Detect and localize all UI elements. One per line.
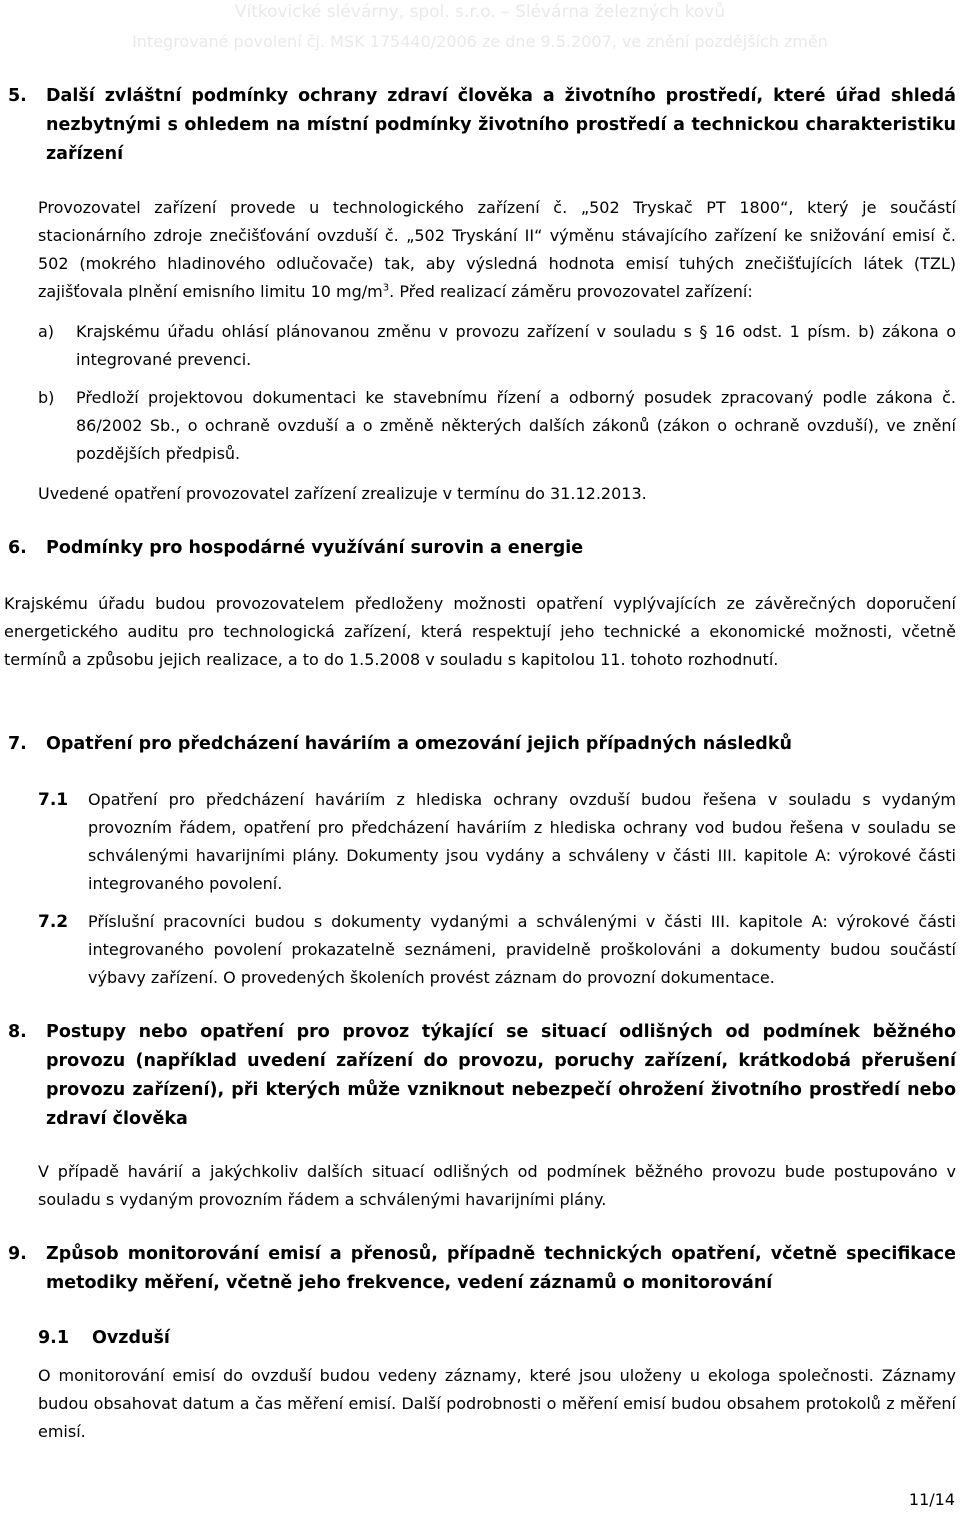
section-5-paragraph (38, 194, 956, 306)
paragraph-text: O monitorování emisí do ovzduší budou vedeny záznamy, které jsou uloženy u ekologa společnosti. Záznamy budou obsahovat datum a čas měření emisí. Další podrobnosti o měření emisí budou obsahem protokolů z měření emisí. (38, 1366, 956, 1441)
superscript: 3 (382, 282, 390, 294)
subsection-title: Ovzduší (92, 1328, 170, 1348)
section-6-paragraph (4, 590, 956, 674)
section-9-paragraph (38, 1362, 956, 1446)
section-9-heading (8, 1240, 956, 1298)
section-title: Další zvláštní podmínky ochrany zdraví člověka a životního prostředí, které úřad shledá nezbytnými s ohledem na místní podmínky životního prostředí a technickou charakteristiku zařízení (46, 86, 956, 164)
section-title: Opatření pro předcházení haváriím a omezování jejich případných následků (46, 734, 792, 754)
list-marker: a) (38, 322, 55, 341)
subsection-7-2 (38, 908, 956, 992)
list-text: Předloží projektovou dokumentaci ke stavebnímu řízení a odborný posudek zpracovaný podle zákona č. 86/2002 Sb., o ochraně ovzduší a o změně některých dalších zákonů (zákon o ochraně ovzduší), ve znění pozdějších předpisů. (76, 388, 956, 463)
subsection-number: 9.1 (38, 1328, 70, 1348)
section-7-heading (8, 730, 956, 759)
section-number: 9. (8, 1244, 27, 1264)
paragraph-text: Provozovatel zařízení provede u technologického zařízení č. „502 Tryskač PT 1800“, který je součástí stacionárního zdroje znečišťování ovzduší č. „502 Tryskání II“ výměnu stávajícího zařízení ke snižování emisí č. 502 (mokrého hladinového odlučovače) tak, aby výsledná hodnota emisí tuhých znečišťujících látek (TZL) zajišťovala plnění emisního limitu 10 mg/m (38, 198, 956, 301)
list-item-b (38, 384, 956, 468)
closing-text: Uvedené opatření provozovatel zařízení zrealizuje v termínu do 31.12.2013. (38, 484, 647, 503)
subsection-number: 7.2 (38, 912, 69, 932)
list-marker: b) (38, 388, 55, 407)
section-title: Způsob monitorování emisí a přenosů, případně technických opatření, včetně specifikace metodiky měření, včetně jeho frekvence, vedení záznamů o monitorování (46, 1244, 956, 1293)
subsection-9-1-heading (38, 1324, 956, 1353)
page-number: 11/14 (908, 1490, 955, 1509)
section-number: 6. (8, 538, 27, 558)
section-number: 5. (8, 86, 27, 106)
subsection-text: Opatření pro předcházení haváriím z hlediska ochrany ovzduší budou řešena v souladu s vydaným provozním řádem, opatření pro předcházení haváriím z hlediska ochrany vod budou řešena v souladu se schválenými havarijními plány. Dokumenty jsou vydány a schváleny v části III. kapitole A: výrokové části integrovaného povolení. (88, 790, 956, 893)
section-number: 8. (8, 1022, 27, 1042)
section-8-heading (8, 1018, 956, 1134)
section-title: Postupy nebo opatření pro provoz týkající se situací odlišných od podmínek běžného provozu (například uvedení zařízení do provozu, poruchy zařízení, krátkodobá přerušení provozu zařízení), při kterých může vzniknout nebezpečí ohrožení životního prostředí nebo zdraví člověka (46, 1022, 956, 1129)
subsection-text: Příslušní pracovníci budou s dokumenty vydanými a schválenými v části III. kapitole A: výrokové části integrovaného povolení prokazatelně seznámeni, pravidelně proškolováni a dokumenty budou součástí výbavy zařízení. O provedených školeních provést záznam do provozní dokumentace. (88, 912, 956, 987)
list-text: Krajskému úřadu ohlásí plánovanou změnu v provozu zařízení v souladu s § 16 odst. 1 písm. b) zákona o integrované prevenci. (76, 322, 956, 369)
section-number: 7. (8, 734, 27, 754)
section-5-heading (8, 82, 956, 169)
paragraph-text: Krajskému úřadu budou provozovatelem předloženy možnosti opatření vyplývajících ze závěrečných doporučení energetického auditu pro technologická zařízení, která respektují jeho technické a ekonomické možnosti, včetně termínů a způsobu jejich realizace, a to do 1.5.2008 v souladu s kapitolou 11. tohoto rozhodnutí. (4, 594, 956, 669)
header-permit: Integrované povolení čj. MSK 175440/2006 ze dne 9.5.2007, ve znění pozdějších změn (132, 32, 828, 51)
list-item-a (38, 318, 956, 374)
section-title: Podmínky pro hospodárné využívání surovin a energie (46, 538, 584, 558)
paragraph-text: V případě havárií a jakýchkoliv dalších situací odlišných od podmínek běžného provozu bude postupováno v souladu s vydaným provozním řádem a schválenými havarijními plány. (38, 1162, 956, 1209)
header-company: Vítkovické slévárny, spol. s.r.o. – Slévárna železných kovů (234, 2, 726, 22)
section-8-paragraph (38, 1158, 956, 1214)
paragraph-text-end: . Před realizací záměru provozovatel zařízení: (389, 282, 753, 301)
section-5-closing (38, 480, 956, 508)
subsection-number: 7.1 (38, 790, 69, 810)
section-6-heading (8, 534, 956, 563)
subsection-7-1 (38, 786, 956, 898)
